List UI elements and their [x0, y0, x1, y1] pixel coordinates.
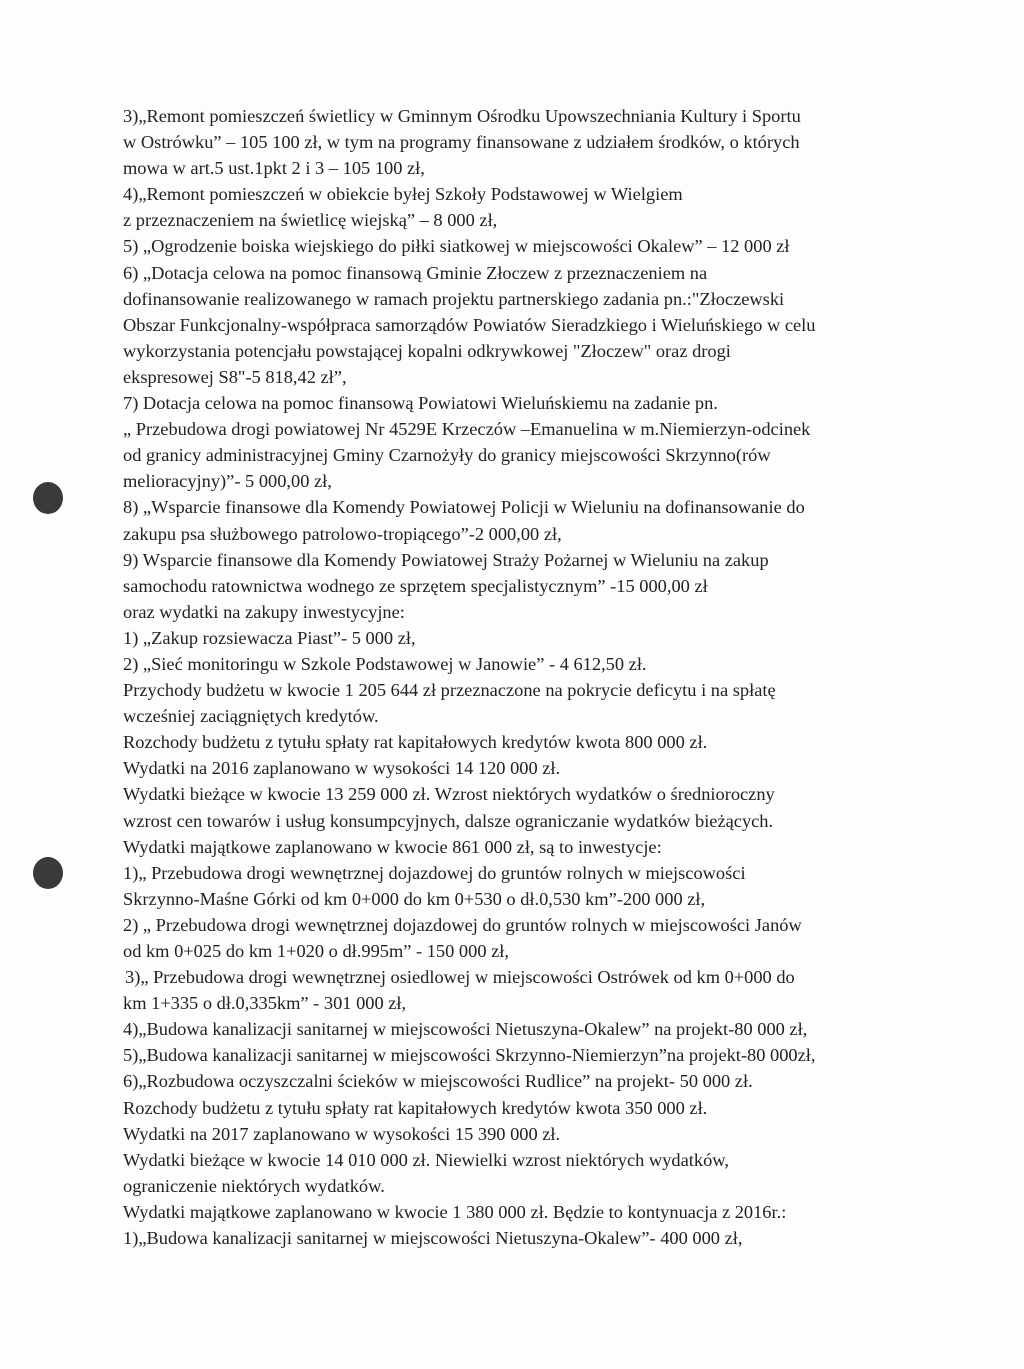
text-line: 7) Dotacja celowa na pomoc finansową Powiatowi Wieluńskiemu na zadanie pn.	[123, 393, 718, 414]
text-line: 8) „Wsparcie finansowe dla Komendy Powiatowej Policji w Wieluniu na dofinansowanie do	[123, 497, 805, 518]
text-line: samochodu ratownictwa wodnego ze sprzętem specjalistycznym” -15 000,00 zł	[123, 575, 708, 596]
text-line: 1)„Budowa kanalizacji sanitarnej w miejscowości Nietuszyna-Okalew”- 400 000 zł,	[123, 1228, 743, 1249]
text-line: oraz wydatki na zakupy inwestycyjne:	[123, 601, 405, 622]
text-line: Przychody budżetu w kwocie 1 205 644 zł przeznaczone na pokrycie deficytu i na spłatę	[123, 680, 776, 701]
text-line: ograniczenie niektórych wydatków.	[123, 1175, 385, 1196]
text-line: 6) „Dotacja celowa na pomoc finansową Gminie Złoczew z przeznaczeniem na	[123, 262, 708, 283]
text-line: 1)„ Przebudowa drogi wewnętrznej dojazdowej do gruntów rolnych w miejscowości	[123, 862, 746, 883]
text-line: melioracyjny)”- 5 000,00 zł,	[123, 471, 332, 492]
text-line: od granicy administracyjnej Gminy Czarnożyły do granicy miejscowości Skrzynno(rów	[123, 445, 771, 466]
text-line: od km 0+025 do km 1+020 o dł.995m” - 150 000 zł,	[123, 941, 509, 961]
text-line: 2) „Sieć monitoringu w Szkole Podstawowej w Janowie” - 4 612,50 zł.	[123, 653, 647, 674]
text-line: Wydatki bieżące w kwocie 14 010 000 zł. Niewielki wzrost niektórych wydatków,	[123, 1149, 729, 1170]
text-line: km 1+335 o dł.0,335km” - 301 000 zł,	[123, 993, 407, 1014]
text-line: dofinansowanie realizowanego w ramach projektu partnerskiego zadania pn.:"Złoczewski	[123, 288, 785, 309]
text-line: 9) Wsparcie finansowe dla Komendy Powiatowej Straży Pożarnej w Wieluniu na zakup	[123, 549, 769, 570]
document-body	[123, 103, 923, 1251]
text-line: Wydatki majątkowe zaplanowano w kwocie 1 380 000 zł. Będzie to kontynuacja z 2016r.:	[123, 1201, 787, 1222]
text-line: z przeznaczeniem na świetlicę wiejską” – 8 000 zł,	[123, 210, 498, 231]
text-line: Rozchody budżetu z tytułu spłaty rat kapitałowych kredytów kwota 350 000 zł.	[123, 1097, 708, 1118]
text-line: ekspresowej S8"-5 818,42 zł”,	[123, 366, 347, 387]
punch-hole-mark	[33, 857, 63, 889]
text-line: 5)„Budowa kanalizacji sanitarnej w miejscowości Skrzynno-Niemierzyn”na projekt-80 000zł,	[123, 1045, 816, 1066]
text-line: Wydatki na 2016 zaplanowano w wysokości 14 120 000 zł.	[123, 758, 561, 779]
text-line: 4)„Budowa kanalizacji sanitarnej w miejscowości Nietuszyna-Okalew” na projekt-80 000 zł,	[123, 1019, 808, 1040]
text-line: Rozchody budżetu z tytułu spłaty rat kapitałowych kredytów kwota 800 000 zł.	[123, 732, 708, 753]
text-line: „ Przebudowa drogi powiatowej Nr 4529E Krzeczów –Emanuelina w m.Niemierzyn-odcinek	[123, 419, 811, 440]
text-line: mowa w art.5 ust.1pkt 2 i 3 – 105 100 zł,	[123, 158, 425, 179]
text-line: 6)„Rozbudowa oczyszczalni ścieków w miejscowości Rudlice” na projekt- 50 000 zł.	[123, 1071, 753, 1092]
text-line: Obszar Funkcjonalny-współpraca samorządów Powiatów Sieradzkiego i Wieluńskiego w celu	[123, 314, 816, 335]
text-line: zakupu psa służbowego patrolowo-tropiącego”-2 000,00 zł,	[123, 523, 562, 544]
text-line: 4)„Remont pomieszczeń w obiekcie byłej Szkoły Podstawowej w Wielgiem	[123, 184, 683, 205]
text-line: wzrost cen towarów i usług konsumpcyjnych, dalsze ograniczanie wydatków bieżących.	[123, 810, 774, 831]
text-line: 2) „ Przebudowa drogi wewnętrznej dojazdowej do gruntów rolnych w miejscowości Janów	[123, 914, 802, 935]
punch-hole-mark	[33, 482, 63, 514]
text-line: 5) „Ogrodzenie boiska wiejskiego do piłki siatkowej w miejscowości Okalew” – 12 000 zł	[123, 236, 790, 257]
text-line: w Ostrówku” – 105 100 zł, w tym na programy finansowane z udziałem środków, o których	[123, 132, 800, 153]
text-line: 3)„Remont pomieszczeń świetlicy w Gminnym Ośrodku Upowszechniania Kultury i Sportu	[123, 106, 801, 126]
text-line: 1) „Zakup rozsiewacza Piast”- 5 000 zł,	[123, 627, 416, 648]
text-line: Wydatki majątkowe zaplanowano w kwocie 861 000 zł, są to inwestycje:	[123, 836, 662, 857]
text-line: 3)„ Przebudowa drogi wewnętrznej osiedlowej w miejscowości Ostrówek od km 0+000 do	[125, 967, 795, 988]
text-line: wykorzystania potencjału powstającej kopalni odkrywkowej "Złoczew" oraz drogi	[123, 340, 731, 361]
text-line: Wydatki bieżące w kwocie 13 259 000 zł. Wzrost niektórych wydatków o średnioroczny	[123, 784, 775, 805]
text-line: Wydatki na 2017 zaplanowano w wysokości 15 390 000 zł.	[123, 1123, 561, 1144]
text-line: wcześniej zaciągniętych kredytów.	[123, 706, 379, 727]
text-line: Skrzynno-Maśne Górki od km 0+000 do km 0+530 o dł.0,530 km”-200 000 zł,	[123, 888, 706, 909]
